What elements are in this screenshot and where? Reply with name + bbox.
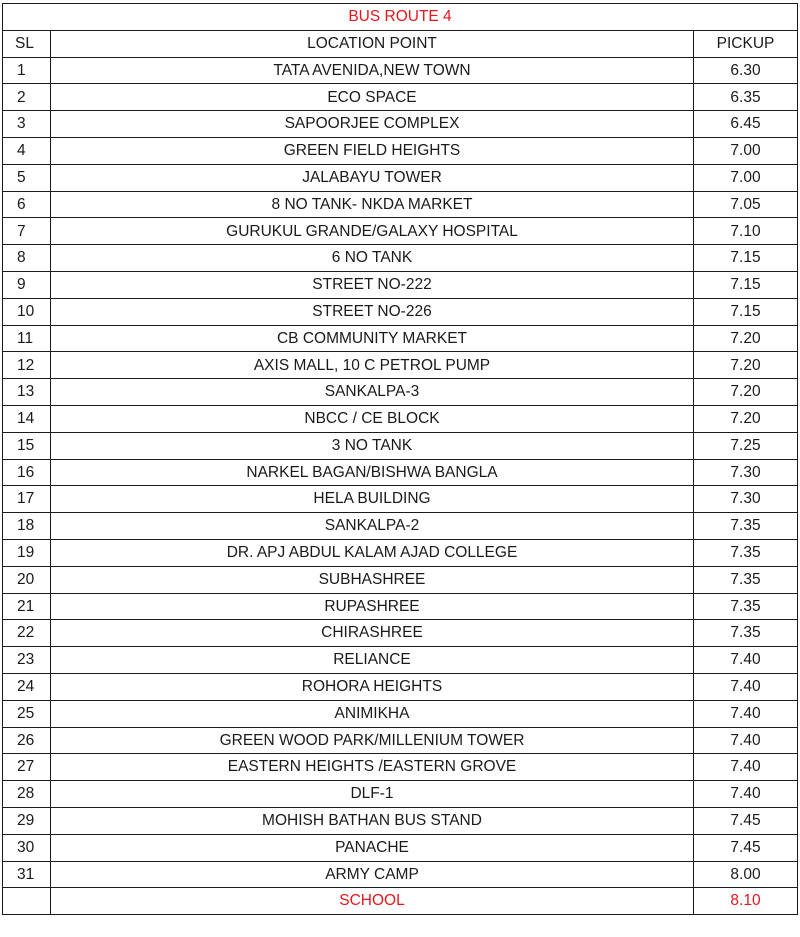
- table-row: [3, 405, 798, 432]
- location-cell: NBCC / CE BLOCK: [51, 405, 694, 432]
- table-row: [3, 539, 798, 566]
- sl-cell: 15: [3, 432, 51, 459]
- sl-cell: 12: [3, 352, 51, 379]
- location-cell: 6 NO TANK: [51, 245, 694, 272]
- table-row: [3, 834, 798, 861]
- sl-cell: 26: [3, 727, 51, 754]
- header-sl: SL: [3, 30, 51, 57]
- pickup-cell: 7.35: [694, 566, 798, 593]
- bus-route-table: [2, 3, 798, 915]
- pickup-cell: 7.15: [694, 271, 798, 298]
- sl-cell: 22: [3, 620, 51, 647]
- title-row: [3, 4, 798, 31]
- table-row: [3, 218, 798, 245]
- sl-cell: 6: [3, 191, 51, 218]
- pickup-cell: 7.40: [694, 647, 798, 674]
- pickup-cell: 7.05: [694, 191, 798, 218]
- pickup-cell: 7.00: [694, 164, 798, 191]
- table-row: [3, 647, 798, 674]
- destination-row: [3, 888, 798, 915]
- sl-cell: 4: [3, 137, 51, 164]
- pickup-cell: 7.40: [694, 700, 798, 727]
- pickup-cell: 7.40: [694, 673, 798, 700]
- table-row: [3, 379, 798, 406]
- location-cell: SANKALPA-2: [51, 513, 694, 540]
- pickup-cell: 7.15: [694, 298, 798, 325]
- sl-cell: 21: [3, 593, 51, 620]
- table-row: [3, 700, 798, 727]
- sl-cell: 3: [3, 111, 51, 138]
- location-cell: ANIMIKHA: [51, 700, 694, 727]
- pickup-cell: 7.35: [694, 539, 798, 566]
- sl-cell: 28: [3, 781, 51, 808]
- sl-cell: 9: [3, 271, 51, 298]
- location-cell: DR. APJ ABDUL KALAM AJAD COLLEGE: [51, 539, 694, 566]
- pickup-cell: 7.10: [694, 218, 798, 245]
- sl-cell: 20: [3, 566, 51, 593]
- location-cell: GURUKUL GRANDE/GALAXY HOSPITAL: [51, 218, 694, 245]
- location-cell: SCHOOL: [51, 888, 694, 915]
- table-row: [3, 620, 798, 647]
- location-cell: ROHORA HEIGHTS: [51, 673, 694, 700]
- location-cell: CHIRASHREE: [51, 620, 694, 647]
- table-row: [3, 807, 798, 834]
- table-row: [3, 352, 798, 379]
- table-row: [3, 191, 798, 218]
- pickup-cell: 7.20: [694, 325, 798, 352]
- sl-cell: 19: [3, 539, 51, 566]
- sl-cell: 8: [3, 245, 51, 272]
- pickup-cell: 6.35: [694, 84, 798, 111]
- location-cell: NARKEL BAGAN/BISHWA BANGLA: [51, 459, 694, 486]
- header-row: [3, 30, 798, 57]
- location-cell: HELA BUILDING: [51, 486, 694, 513]
- table-row: [3, 111, 798, 138]
- pickup-cell: 6.30: [694, 57, 798, 84]
- sl-cell: 27: [3, 754, 51, 781]
- pickup-cell: 7.45: [694, 807, 798, 834]
- sl-cell: 5: [3, 164, 51, 191]
- table-row: [3, 137, 798, 164]
- location-cell: JALABAYU TOWER: [51, 164, 694, 191]
- sl-cell: 14: [3, 405, 51, 432]
- location-cell: EASTERN HEIGHTS /EASTERN GROVE: [51, 754, 694, 781]
- table-row: [3, 325, 798, 352]
- pickup-cell: 7.15: [694, 245, 798, 272]
- sl-cell: 11: [3, 325, 51, 352]
- table-row: [3, 781, 798, 808]
- location-cell: SANKALPA-3: [51, 379, 694, 406]
- pickup-cell: 7.35: [694, 513, 798, 540]
- table-row: [3, 432, 798, 459]
- pickup-cell: 6.45: [694, 111, 798, 138]
- sl-cell: 24: [3, 673, 51, 700]
- table-row: [3, 84, 798, 111]
- location-cell: 3 NO TANK: [51, 432, 694, 459]
- location-cell: ECO SPACE: [51, 84, 694, 111]
- table-row: [3, 566, 798, 593]
- location-cell: RELIANCE: [51, 647, 694, 674]
- pickup-cell: 7.20: [694, 405, 798, 432]
- location-cell: STREET NO-222: [51, 271, 694, 298]
- sl-cell: 16: [3, 459, 51, 486]
- pickup-cell: 8.10: [694, 888, 798, 915]
- table-row: [3, 513, 798, 540]
- pickup-cell: 7.20: [694, 352, 798, 379]
- table-row: [3, 727, 798, 754]
- location-cell: SUBHASHREE: [51, 566, 694, 593]
- pickup-cell: 7.25: [694, 432, 798, 459]
- route-title: BUS ROUTE 4: [3, 4, 798, 31]
- location-cell: STREET NO-226: [51, 298, 694, 325]
- table-row: [3, 57, 798, 84]
- location-cell: PANACHE: [51, 834, 694, 861]
- sl-cell: 13: [3, 379, 51, 406]
- table-row: [3, 271, 798, 298]
- location-cell: TATA AVENIDA,NEW TOWN: [51, 57, 694, 84]
- pickup-cell: 7.00: [694, 137, 798, 164]
- table-row: [3, 486, 798, 513]
- table-row: [3, 673, 798, 700]
- pickup-cell: 7.30: [694, 459, 798, 486]
- table-row: [3, 459, 798, 486]
- pickup-cell: 7.40: [694, 727, 798, 754]
- sl-cell: 10: [3, 298, 51, 325]
- table-row: [3, 245, 798, 272]
- sl-cell: 29: [3, 807, 51, 834]
- location-cell: 8 NO TANK- NKDA MARKET: [51, 191, 694, 218]
- location-cell: SAPOORJEE COMPLEX: [51, 111, 694, 138]
- location-cell: MOHISH BATHAN BUS STAND: [51, 807, 694, 834]
- sl-cell: 1: [3, 57, 51, 84]
- header-pickup: PICKUP: [694, 30, 798, 57]
- pickup-cell: 7.35: [694, 620, 798, 647]
- pickup-cell: 7.30: [694, 486, 798, 513]
- sl-cell: 7: [3, 218, 51, 245]
- sl-cell: 30: [3, 834, 51, 861]
- sl-cell: 23: [3, 647, 51, 674]
- location-cell: GREEN FIELD HEIGHTS: [51, 137, 694, 164]
- table-row: [3, 298, 798, 325]
- table-row: [3, 754, 798, 781]
- pickup-cell: 7.20: [694, 379, 798, 406]
- location-cell: DLF-1: [51, 781, 694, 808]
- location-cell: CB COMMUNITY MARKET: [51, 325, 694, 352]
- header-location: LOCATION POINT: [51, 30, 694, 57]
- location-cell: ARMY CAMP: [51, 861, 694, 888]
- table-row: [3, 861, 798, 888]
- table-row: [3, 593, 798, 620]
- sl-cell: 2: [3, 84, 51, 111]
- sl-cell: 18: [3, 513, 51, 540]
- sl-cell: 31: [3, 861, 51, 888]
- location-cell: GREEN WOOD PARK/MILLENIUM TOWER: [51, 727, 694, 754]
- location-cell: AXIS MALL, 10 C PETROL PUMP: [51, 352, 694, 379]
- pickup-cell: 7.40: [694, 781, 798, 808]
- pickup-cell: 7.35: [694, 593, 798, 620]
- pickup-cell: 7.40: [694, 754, 798, 781]
- sl-cell: 25: [3, 700, 51, 727]
- pickup-cell: 8.00: [694, 861, 798, 888]
- location-cell: RUPASHREE: [51, 593, 694, 620]
- sl-cell: 17: [3, 486, 51, 513]
- sl-cell: [3, 888, 51, 915]
- pickup-cell: 7.45: [694, 834, 798, 861]
- table-row: [3, 164, 798, 191]
